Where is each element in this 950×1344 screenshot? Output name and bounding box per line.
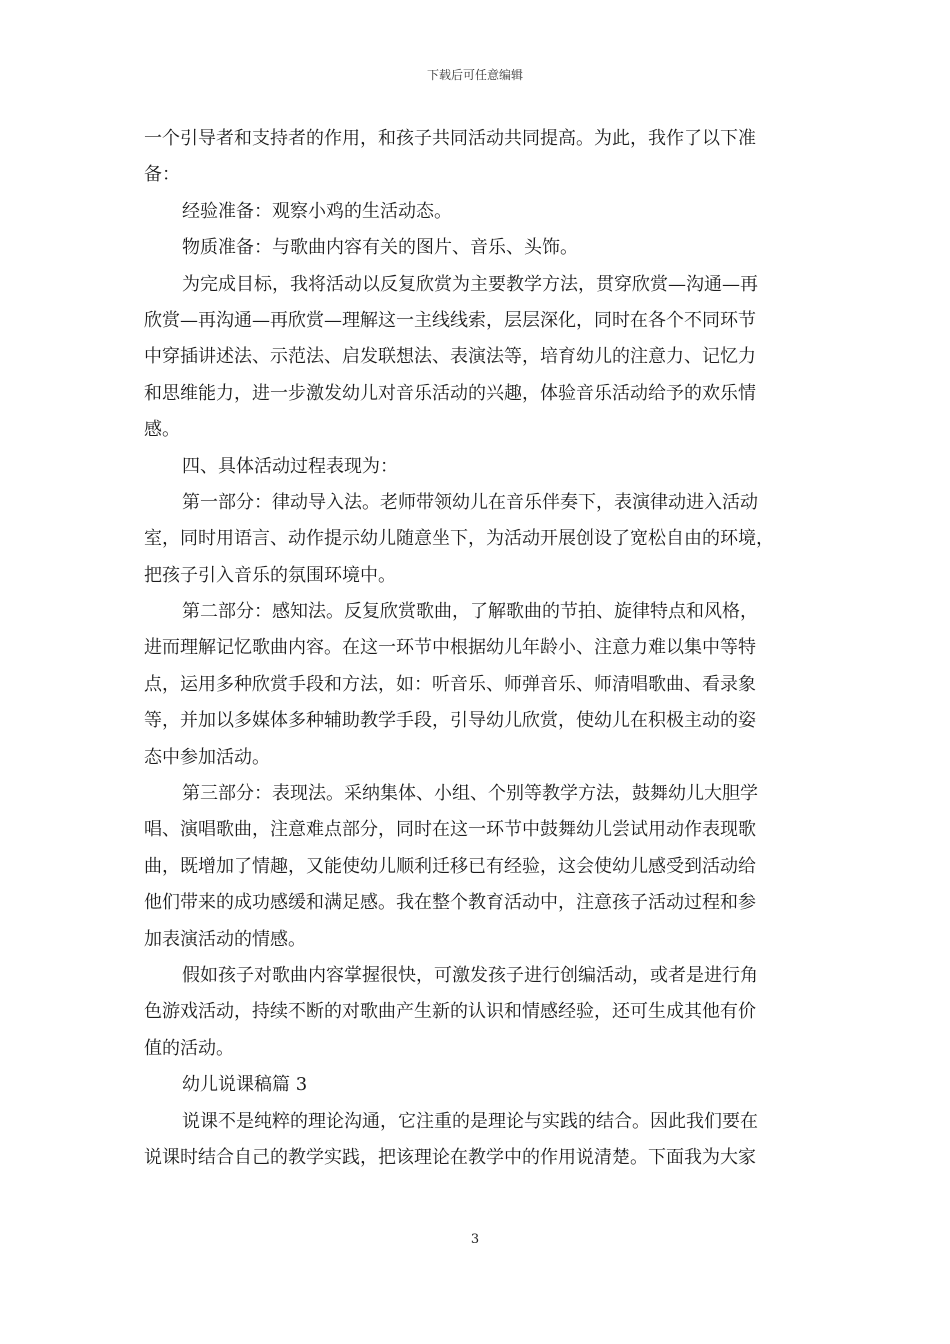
text-line: 点，运用多种欣赏手段和方法，如：听音乐、师弹音乐、师清唱歌曲、看录象 [144, 673, 756, 695]
text-line: 室，同时用语言、动作提示幼儿随意坐下，为活动开展创设了宽松自由的环境， [144, 528, 774, 550]
text-line: 说课时结合自己的教学实践，把该理论在教学中的作用说清楚。下面我为大家 [144, 1146, 756, 1168]
text-line: 感。 [144, 419, 180, 441]
text-line: 等，并加以多媒体多种辅助教学手段，引导幼儿欣赏，使幼儿在积极主动的姿 [144, 710, 756, 732]
text-line: 他们带来的成功感缓和满足感。我在整个教育活动中，注意孩子活动过程和参 [144, 892, 756, 914]
text-line: 欣赏—再沟通—再欣赏—理解这一主线线索，层层深化，同时在各个不同环节 [144, 309, 756, 331]
text-line: 加表演活动的情感。 [144, 928, 306, 950]
text-line: 四、具体活动过程表现为： [182, 455, 398, 477]
text-line: 值的活动。 [144, 1037, 234, 1059]
text-line: 经验准备：观察小鸡的生活动态。 [182, 200, 452, 222]
text-line: 一个引导者和支持者的作用，和孩子共同活动共同提高。为此，我作了以下准 [144, 128, 756, 149]
text-line: 第一部分：律动导入法。老师带领幼儿在音乐伴奏下，表演律动进入活动 [182, 491, 758, 513]
text-line: 把孩子引入音乐的氛围环境中。 [144, 564, 396, 586]
text-line: 第三部分：表现法。采纳集体、小组、个别等教学方法，鼓舞幼儿大胆学 [182, 783, 758, 805]
text-line: 态中参加活动。 [144, 746, 270, 768]
page-header: 下载后可任意编辑 [426, 68, 523, 82]
text-line: 色游戏活动，持续不断的对歌曲产生新的认识和情感经验，还可生成其他有价 [144, 1001, 756, 1023]
text-line: 和思维能力，进一步激发幼儿对音乐活动的兴趣，体验音乐活动给予的欢乐情 [144, 382, 756, 404]
text-line: 中穿插讲述法、示范法、启发联想法、表演法等，培育幼儿的注意力、记忆力 [144, 346, 756, 368]
text-line: 备： [144, 164, 180, 186]
page-number: 3 [470, 1232, 480, 1247]
document-body [144, 121, 808, 1176]
text-line: 曲，既增加了情趣，又能使幼儿顺利迁移已有经验，这会使幼儿感受到活动给 [144, 855, 756, 877]
text-line: 物质准备：与歌曲内容有关的图片、音乐、头饰。 [182, 237, 578, 259]
text-line: 进而理解记忆歌曲内容。在这一环节中根据幼儿年龄小、注意力难以集中等特 [144, 637, 756, 659]
text-line: 幼儿说课稿篇 3 [182, 1074, 308, 1096]
text-line: 为完成目标，我将活动以反复欣赏为主要教学方法，贯穿欣赏—沟通—再 [182, 273, 758, 295]
text-line: 说课不是纯粹的理论沟通，它注重的是理论与实践的结合。因此我们要在 [182, 1110, 758, 1132]
text-line: 唱、演唱歌曲，注意难点部分，同时在这一环节中鼓舞幼儿尝试用动作表现歌 [144, 819, 756, 841]
text-line: 第二部分：感知法。反复欣赏歌曲，了解歌曲的节拍、旋律特点和风格， [182, 601, 758, 623]
text-line: 假如孩子对歌曲内容掌握很快，可激发孩子进行创编活动，或者是进行角 [182, 964, 758, 986]
